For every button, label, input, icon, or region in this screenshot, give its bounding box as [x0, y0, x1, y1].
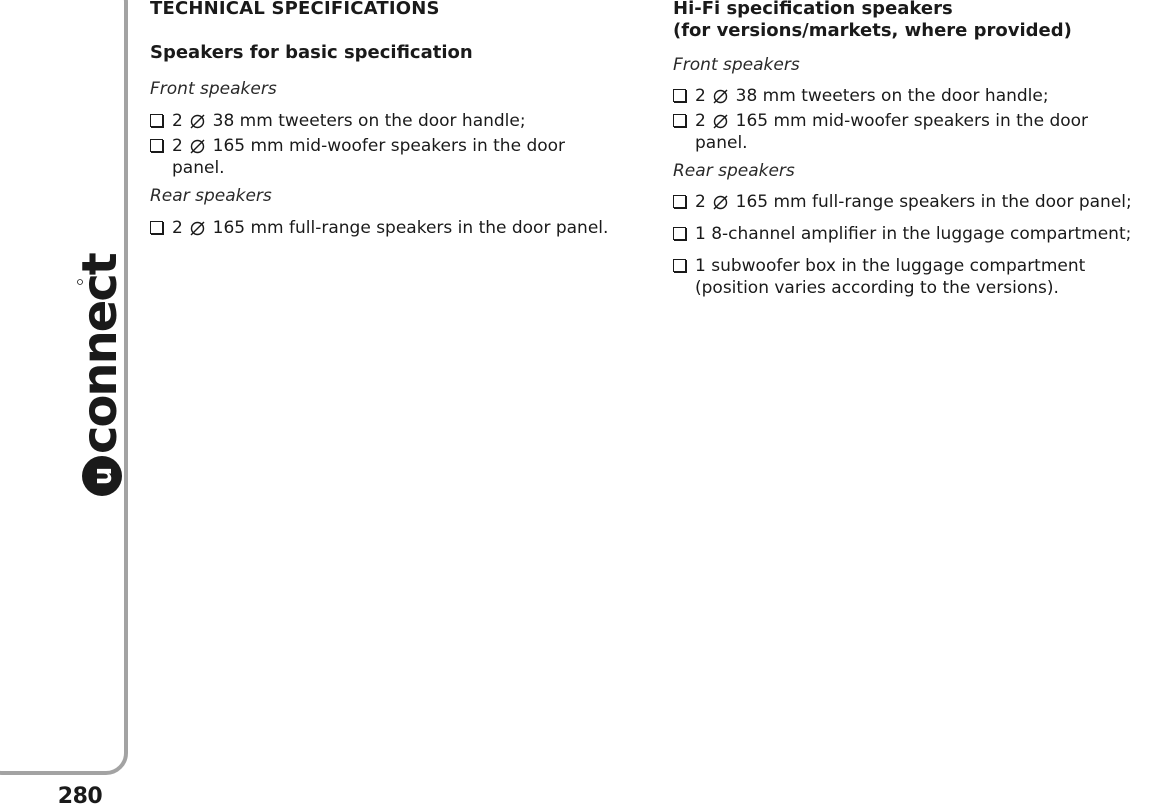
rear-speakers-label: Rear speakers	[673, 161, 795, 181]
svg-text:u: u	[88, 466, 118, 486]
list-item: 2 165 mm mid-woofer speakers in the door panel.	[673, 110, 1160, 154]
checkbox-bullet-icon	[150, 221, 163, 234]
diameter-icon	[190, 114, 205, 129]
svg-text:connect: connect	[72, 254, 128, 454]
checkbox-bullet-icon	[150, 139, 163, 152]
checkbox-bullet-icon	[150, 114, 163, 127]
list-item: 2 165 mm full-range speakers in the door panel;	[673, 191, 1160, 213]
list-item: 1 8-channel amplifier in the luggage compartment;	[673, 223, 1160, 245]
checkbox-bullet-icon	[673, 89, 686, 102]
list-item: 2 38 mm tweeters on the door handle;	[673, 85, 1160, 107]
list-item: 2 165 mm full-range speakers in the door panel.	[150, 217, 645, 239]
list-item: 2 38 mm tweeters on the door handle;	[150, 110, 645, 132]
rear-speakers-label: Rear speakers	[150, 186, 272, 206]
right-column	[673, 0, 1160, 299]
diameter-icon	[190, 139, 205, 154]
uconnect-logo	[58, 254, 128, 500]
checkbox-bullet-icon	[673, 227, 686, 240]
checkbox-bullet-icon	[673, 195, 686, 208]
checkbox-bullet-icon	[673, 259, 686, 272]
diameter-icon	[713, 89, 728, 104]
diameter-icon	[713, 114, 728, 129]
checkbox-bullet-icon	[673, 114, 686, 127]
diameter-icon	[190, 221, 205, 236]
diameter-icon	[713, 195, 728, 210]
page-number: 280	[57, 784, 103, 809]
front-speakers-label: Front speakers	[673, 55, 800, 75]
page-title: TECHNICAL SPECIFICATIONS	[150, 0, 440, 19]
list-item: 1 subwoofer box in the luggage compartment (position varies according to the versions).	[673, 255, 1160, 299]
left-column	[150, 0, 645, 239]
list-item: 2 165 mm mid-woofer speakers in the door panel.	[150, 135, 645, 179]
section-title-basic: Speakers for basic specification	[150, 42, 473, 63]
front-speakers-label: Front speakers	[150, 79, 277, 99]
section-title-hifi: Hi-Fi specification speakers (for versions/markets, where provided)	[673, 0, 1072, 41]
